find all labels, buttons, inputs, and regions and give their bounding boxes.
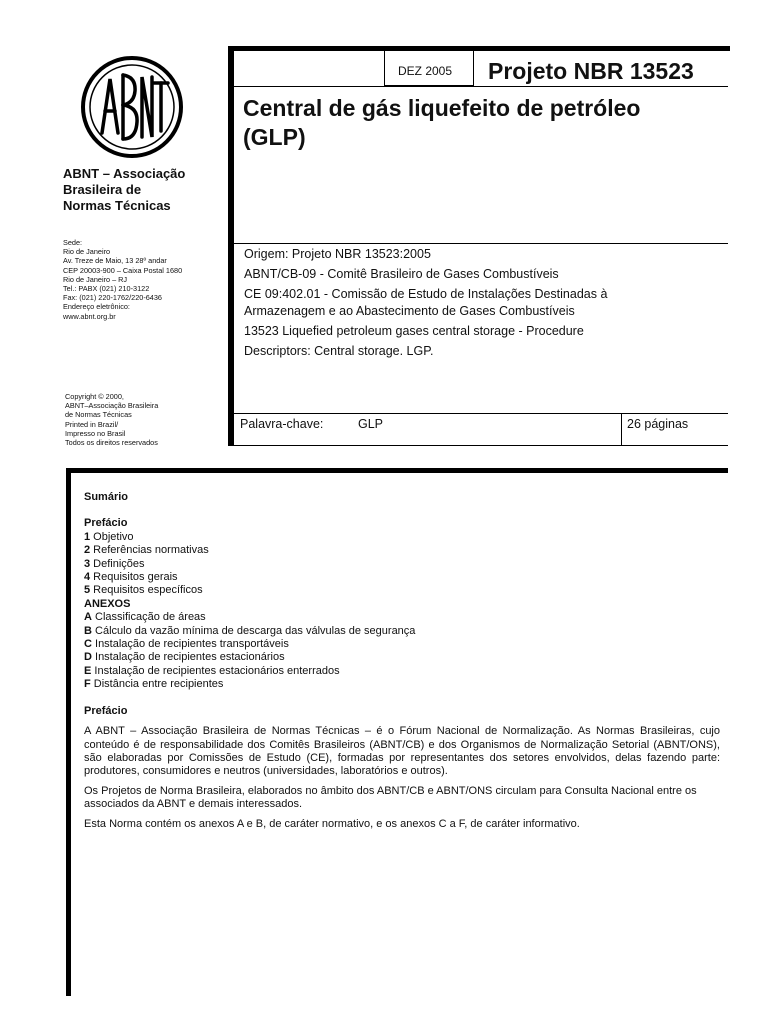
toc-item: 2 Referências normativas — [84, 544, 209, 557]
header-top-rule — [228, 46, 730, 51]
toc-item: 1 Objetivo — [84, 530, 134, 543]
toc-annex-item: E Instalação de recipientes estacionários enterrados — [84, 664, 340, 677]
toc-preface: Prefácio — [84, 517, 128, 530]
study-commission-line: Armazenagem e ao Abastecimento de Gases Combustíveis — [244, 304, 575, 318]
address-line: Rio de Janeiro – RJ — [63, 274, 128, 284]
address-line: Endereço eletrônico: — [63, 302, 130, 312]
study-commission-line: CE 09:402.01 - Comissão de Estudo de Instalações Destinadas à — [244, 287, 608, 301]
preface-paragraph: A ABNT – Associação Brasileira de Normas Técnicas – é o Fórum Nacional de Normalização. As Normas Brasileiras, cujo conteúdo é de responsabilidade dos Comitês Brasileiros (ABNT/CB) e dos Organismos de Normalização Setorial (ABNT/ONS), são elaboradas por Comissões de Estudo (CE), formadas por representantes dos setores envolvidos, delas fazendo parte: produtores, consumidores e neutros (universidades, laboratórios e outros). — [84, 725, 720, 778]
address-line: Rio de Janeiro — [63, 247, 111, 257]
keyword-box-divider — [621, 413, 622, 446]
copyright-line: Todos os direitos reservados — [65, 438, 158, 448]
title-line: Central de gás liquefeito de petróleo — [243, 95, 641, 121]
address-line: Sede: — [63, 238, 83, 247]
meta-divider — [234, 243, 728, 244]
english-title: 13523 Liquefied petroleum gases central storage - Procedure — [244, 324, 584, 338]
body-top-rule — [66, 468, 728, 473]
abnt-logo — [80, 55, 184, 159]
copyright-line: Copyright © 2000, — [65, 392, 124, 401]
origin-text: Origem: Projeto NBR 13523:2005 — [244, 247, 431, 261]
org-name-line: ABNT – Associação — [63, 166, 186, 181]
toc-annex-item: A Classificação de áreas — [84, 611, 206, 624]
address-block — [63, 238, 233, 321]
preface-heading: Prefácio — [84, 704, 128, 717]
preface-paragraph: Esta Norma contém os anexos A e B, de caráter normativo, e os anexos C a F, de caráter informativo. — [84, 817, 580, 830]
toc-annex-item: D Instalação de recipientes estacionários — [84, 651, 285, 664]
address-line: Fax: (021) 220-1762/220-6436 — [63, 293, 162, 303]
address-website: www.abnt.org.br — [63, 311, 116, 321]
document-metadata — [244, 246, 636, 360]
page-count: 26 páginas — [627, 417, 689, 431]
document-date: DEZ 2005 — [398, 64, 453, 78]
keyword-value: GLP — [358, 417, 384, 431]
copyright-line: de Normas Técnicas — [65, 410, 132, 420]
header-divider — [234, 86, 728, 87]
summary-heading: Sumário — [84, 491, 129, 503]
copyright-block — [65, 392, 225, 447]
address-line: CEP 20003-900 – Caixa Postal 1680 — [63, 265, 183, 275]
annexes-heading: ANEXOS — [84, 597, 131, 610]
copyright-line: Impresso no Brasil — [65, 428, 126, 438]
toc-annex-item: C Instalação de recipientes transportáveis — [84, 638, 289, 651]
descriptors-text: Descriptors: Central storage. LGP. — [244, 344, 434, 358]
document-title — [243, 94, 723, 152]
copyright-line: Printed in Brazil/ — [65, 419, 119, 429]
address-line: Tel.: PABX (021) 210-3122 — [63, 284, 150, 294]
org-name-line: Normas Técnicas — [63, 198, 171, 213]
title-line: (GLP) — [243, 124, 306, 150]
header-vertical-rule — [228, 46, 234, 446]
copyright-line: ABNT–Associação Brasileira — [65, 401, 159, 411]
committee-text: ABNT/CB-09 - Comitê Brasileiro de Gases Combustíveis — [244, 267, 559, 281]
preface-paragraph: Os Projetos de Norma Brasileira, elaborados no âmbito dos ABNT/CB e ABNT/ONS circulam para Consulta Nacional entre os associados da ABNT e demais interessados. — [84, 784, 697, 811]
body-vertical-rule — [66, 468, 71, 996]
toc-annex-item: F Distância entre recipientes — [84, 678, 224, 691]
toc-item: 4 Requisitos gerais — [84, 571, 178, 584]
organization-name — [63, 166, 223, 214]
toc-annex-item: B Cálculo da vazão mínima de descarga das válvulas de segurança — [84, 624, 416, 637]
toc-item: 3 Definições — [84, 557, 145, 570]
keyword-label: Palavra-chave: — [240, 417, 324, 431]
address-line: Av. Treze de Maio, 13 28º andar — [63, 256, 167, 266]
org-name-line: Brasileira de — [63, 182, 142, 197]
project-number: Projeto NBR 13523 — [488, 58, 694, 84]
toc-item: 5 Requisitos específicos — [84, 584, 203, 597]
document-body — [84, 491, 720, 831]
